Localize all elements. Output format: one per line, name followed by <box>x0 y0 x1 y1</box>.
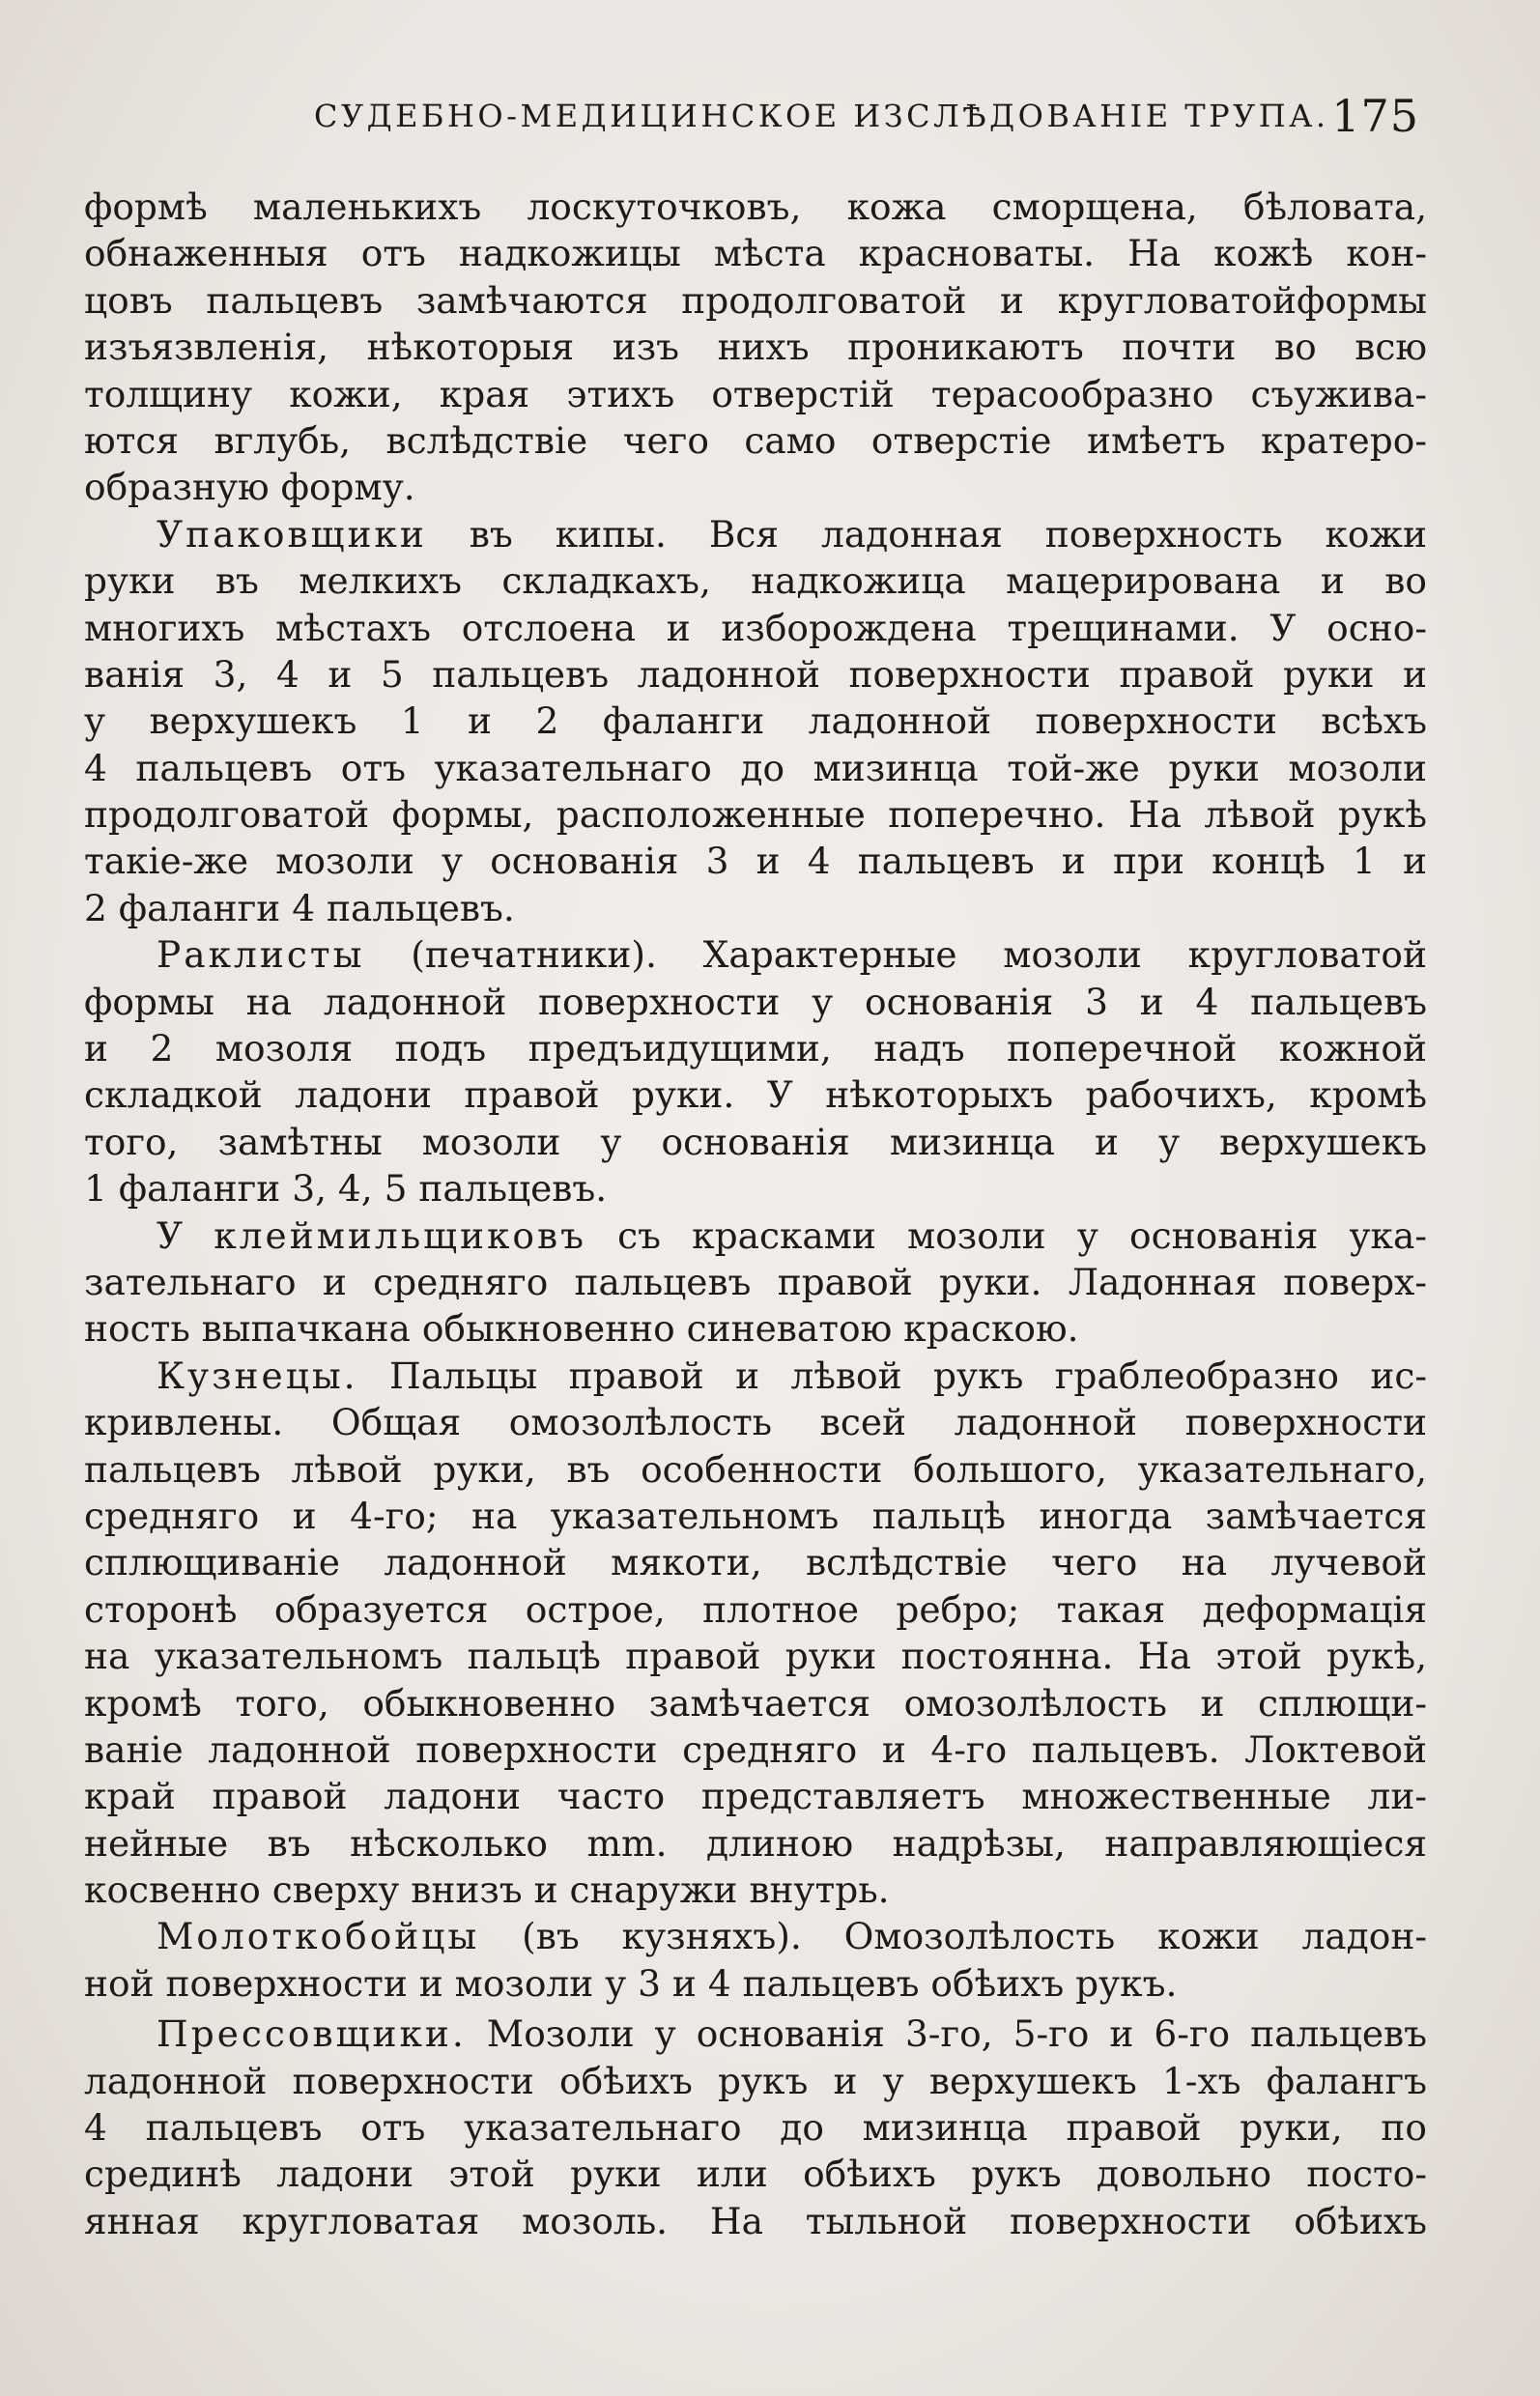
text-line: 2 фаланги 4 пальцевъ. <box>84 886 515 929</box>
text-line <box>84 511 1427 557</box>
paragraph <box>84 1353 1427 1914</box>
text-line: того, замѣтны мозоли у основанія мизинца и у верхушекъ <box>84 1120 1427 1163</box>
text-line: 4 пальцевъ отъ указательнаго до мизинца той-же руки мозоли <box>84 746 1427 789</box>
text-line: 4 пальцевъ отъ указательнаго до мизинца правой руки, по <box>84 2106 1427 2150</box>
text-line: ладонной поверхности обѣихъ рукъ и у верхушекъ 1-хъ фалангъ <box>84 2059 1427 2102</box>
text-line: ваніе ладонной поверхности средняго и 4-го пальцевъ. Локтевой <box>84 1727 1427 1771</box>
text-line: руки въ мелкихъ складкахъ, надкожица мацерирована и во <box>84 559 1427 603</box>
text-line: ются вглубь, вслѣдствіе чего само отверстіе имѣетъ кратеро- <box>84 418 1427 462</box>
text-line <box>84 1353 1427 1399</box>
text-run: (въ кузняхъ). Омозолѣлость кожи ладон- <box>479 1915 1427 1958</box>
text-line: многихъ мѣстахъ отслоена и изборождена трещинами. У осно- <box>84 606 1427 649</box>
text-line <box>84 1212 1427 1259</box>
text-line: ной поверхности и мозоли у 3 и 4 пальцевъ обѣихъ рукъ. <box>84 1961 1178 2005</box>
paragraph <box>84 511 1427 932</box>
text-line: край правой ладони часто представляетъ множественные ли- <box>84 1775 1427 1818</box>
paragraph <box>84 2011 1427 2244</box>
text-line: срединѣ ладони этой руки или обѣихъ рукъ довольно посто- <box>84 2153 1427 2196</box>
paragraph-term: Молоткобойцы <box>157 1915 480 1958</box>
running-title: СУДЕБНО-МЕДИЦИНСКОЕ ИЗСЛѢДОВАНІЕ ТРУПА. <box>314 98 1329 134</box>
page-number: 175 <box>1331 90 1419 142</box>
text-line: зательнаго и средняго пальцевъ правой руки. Ладонная поверх- <box>84 1260 1427 1303</box>
paragraph-term: Упаковщики <box>157 512 427 556</box>
text-line <box>84 2011 1427 2057</box>
text-line: пальцевъ лѣвой руки, въ особенности большого, указательнаго, <box>84 1447 1427 1491</box>
text-line: у верхушекъ 1 и 2 фаланги ладонной поверхности всѣхъ <box>84 699 1427 743</box>
paragraph <box>84 1212 1427 1353</box>
text-line: ность выпачкана обыкновенно синеватою краскою. <box>84 1307 1079 1351</box>
paragraph-term: Кузнецы. <box>157 1354 358 1397</box>
paragraph <box>84 184 1427 511</box>
text-line: на указательномъ пальцѣ правой руки постоянна. На этой рукѣ, <box>84 1635 1427 1678</box>
text-line: формѣ маленькихъ лоскуточковъ, кожа сморщена, бѣловата, <box>84 185 1427 228</box>
text-line: толщину кожи, края этихъ отверстій терасообразно съужива- <box>84 372 1427 415</box>
text-line: ванія 3, 4 и 5 пальцевъ ладонной поверхности правой руки и <box>84 652 1427 696</box>
text-line: средняго и 4-го; на указательномъ пальцѣ иногда замѣчается <box>84 1494 1427 1537</box>
paragraph-term: Раклисты <box>157 933 365 977</box>
text-run: У <box>157 1213 214 1257</box>
text-line <box>84 1913 1427 1959</box>
text-line: и 2 мозоля подъ предъидущими, надъ поперечной кожной <box>84 1027 1427 1070</box>
text-run: съ красками мозоли у основанія ука- <box>585 1213 1427 1257</box>
text-line: сторонѣ образуется острое, плотное ребро; такая деформація <box>84 1587 1427 1631</box>
text-line: образную форму. <box>84 466 415 509</box>
text-line: сплющиваніе ладонной мякоти, вслѣдствіе чего на лучевой <box>84 1541 1427 1584</box>
text-line: складкой ладони правой руки. У нѣкоторыхъ рабочихъ, кромѣ <box>84 1073 1427 1117</box>
text-line: косвенно сверху внизъ и снаружи внутрь. <box>84 1868 890 1912</box>
paragraph-term: клеймильщиковъ <box>214 1213 586 1257</box>
paragraph <box>84 931 1427 1212</box>
text-line: формы на ладонной поверхности у основанія 3 и 4 пальцевъ <box>84 980 1427 1023</box>
text-line: кривлены. Общая омозолѣлость всей ладонной поверхности <box>84 1401 1427 1444</box>
text-line <box>84 931 1427 978</box>
text-line: изъязвленія, нѣкоторыя изъ нихъ проникаютъ почти во всю <box>84 326 1427 369</box>
text-run: Мозоли у основанія 3-го, 5-го и 6-го пальцевъ <box>466 2012 1427 2056</box>
text-line: такіе-же мозоли у основанія 3 и 4 пальцевъ и при концѣ 1 и <box>84 840 1427 883</box>
text-body <box>84 184 1427 2244</box>
text-line: продолговатой формы, расположенные поперечно. На лѣвой рукѣ <box>84 793 1427 837</box>
text-run: (печатники). Характерные мозоли кругловатой <box>364 933 1427 977</box>
text-line: янная кругловатая мозоль. На тыльной поверхности обѣихъ <box>84 2199 1427 2242</box>
paragraph-term: Прессовщики. <box>157 2012 467 2056</box>
text-run: въ кипы. Вся ладонная поверхность кожи <box>426 512 1427 556</box>
page-header <box>314 90 1425 148</box>
paragraph <box>84 1913 1427 2007</box>
text-line: кромѣ того, обыкновенно замѣчается омозолѣлость и сплющи- <box>84 1681 1427 1725</box>
text-run: Пальцы правой и лѣвой рукъ граблеобразно ис- <box>357 1354 1427 1397</box>
text-line: нейные въ нѣсколько mm. длиною надрѣзы, направляющіеся <box>84 1821 1427 1865</box>
text-line: 1 фаланги 3, 4, 5 пальцевъ. <box>84 1167 608 1211</box>
text-line: обнаженныя отъ надкожицы мѣста красноваты. На кожѣ кон- <box>84 232 1427 275</box>
text-line: цовъ пальцевъ замѣчаются продолговатой и кругловатойформы <box>84 278 1427 322</box>
